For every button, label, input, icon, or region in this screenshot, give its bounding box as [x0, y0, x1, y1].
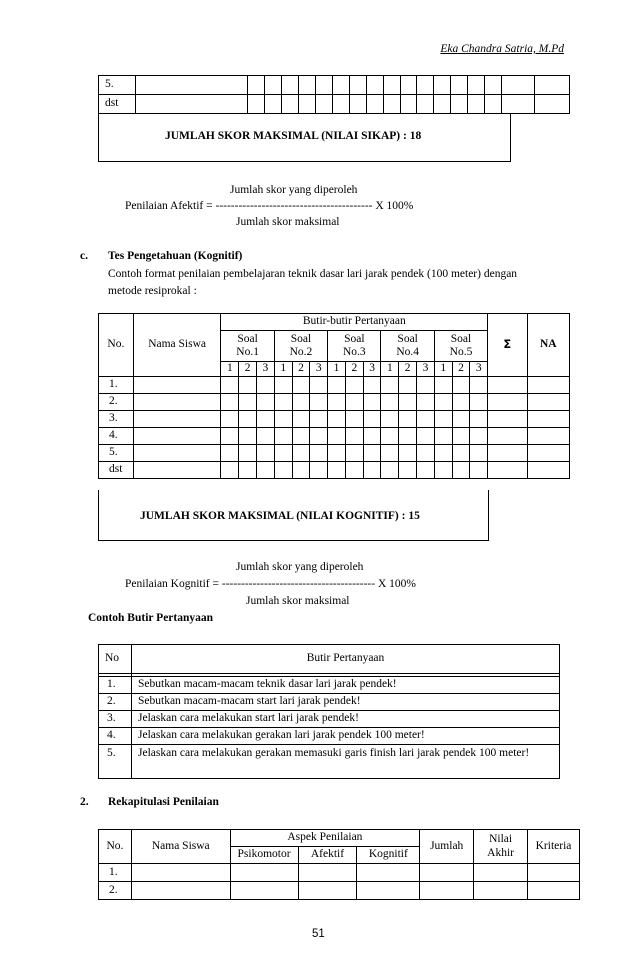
col-kognitif-header: Kognitif — [357, 847, 420, 864]
formula-kognitif-numerator: Jumlah skor yang diperoleh — [236, 561, 364, 573]
table-row — [99, 694, 560, 711]
formula-afektif-numerator: Jumlah skor yang diperoleh — [230, 184, 358, 196]
formula-afektif-denominator: Jumlah skor maksimal — [236, 216, 340, 228]
item-text: Jelaskan cara melakukan gerakan memasuki garis finish lari jarak pendek 100 meter! — [132, 745, 560, 779]
table-row — [99, 428, 570, 445]
item-no: 5. — [99, 745, 132, 779]
formula-kognitif-left: Penilaian Kognitif = — [125, 578, 222, 590]
formula-afektif-line — [125, 200, 413, 212]
table-row — [99, 864, 580, 882]
row-no: 1. — [99, 377, 134, 394]
formula-kognitif-denominator: Jumlah skor maksimal — [246, 595, 350, 607]
col-afektif-header: Afektif — [298, 847, 357, 864]
row-no: 1. — [99, 864, 132, 882]
afektif-table-continuation — [98, 75, 570, 114]
sub-col: 1 — [221, 362, 239, 377]
col-nilai-header: Nilai Akhir — [474, 830, 528, 864]
row-no: 2. — [99, 394, 134, 411]
col-no-header: No. — [99, 830, 132, 864]
sub-col: 1 — [328, 362, 346, 377]
table-row — [99, 711, 560, 728]
section-c-title: Tes Pengetahuan (Kognitif) — [108, 250, 243, 262]
table-row — [99, 76, 570, 95]
kognitif-total-label: JUMLAH SKOR MAKSIMAL (NILAI KOGNITIF) : 15 — [140, 510, 420, 522]
contoh-butir-title: Contoh Butir Pertanyaan — [88, 612, 214, 624]
sub-col: 2 — [292, 362, 310, 377]
col-no-header: No. — [99, 314, 134, 377]
col-butir-header: Butir Pertanyaan — [132, 645, 560, 674]
formula-afektif-dashes: ----------------------------------------- — [215, 200, 373, 212]
table-header-row — [99, 830, 580, 847]
section-2-title: Rekapitulasi Penilaian — [108, 796, 219, 808]
sub-col: 2 — [345, 362, 363, 377]
col-sigma-header: Σ — [488, 314, 527, 377]
sub-col: 3 — [257, 362, 275, 377]
section-c-desc-2: metode resiprokal : — [108, 285, 197, 297]
sub-col: 2 — [452, 362, 470, 377]
soal-header: Soal No.2 — [274, 331, 327, 362]
row-no: 4. — [99, 428, 134, 445]
item-text: Sebutkan macam-macam start lari jarak pendek! — [132, 694, 560, 711]
row-no: 2. — [99, 882, 132, 900]
row-no: 5. — [99, 445, 134, 462]
item-no: 4. — [99, 728, 132, 745]
col-nama-header: Nama Siswa — [131, 830, 230, 864]
sub-col: 1 — [434, 362, 452, 377]
butir-pertanyaan-table — [98, 644, 560, 779]
col-nama-header: Nama Siswa — [133, 314, 221, 377]
row-no: 5. — [99, 76, 136, 95]
table-header-row — [99, 314, 570, 331]
sub-col: 3 — [310, 362, 328, 377]
col-psikomotor-header: Psikomotor — [230, 847, 298, 864]
soal-header: Soal No.3 — [328, 331, 381, 362]
formula-afektif-left: Penilaian Afektif = — [125, 200, 216, 212]
item-no: 3. — [99, 711, 132, 728]
formula-kognitif-right: X 100% — [375, 578, 416, 590]
col-no-header: No — [99, 645, 132, 674]
col-na-header: NA — [527, 314, 570, 377]
sub-col: 3 — [417, 362, 435, 377]
cell-nama — [136, 76, 248, 95]
table-row — [99, 882, 580, 900]
page-number: 51 — [312, 928, 325, 940]
section-c-marker: c. — [80, 250, 88, 262]
col-aspek-header: Aspek Penilaian — [230, 830, 420, 847]
sub-col: 3 — [470, 362, 488, 377]
table-row — [99, 728, 560, 745]
section-c-desc-1: Contoh format penilaian pembelajaran teknik dasar lari jarak pendek (100 meter) dengan — [108, 268, 518, 280]
table-row — [99, 462, 570, 479]
table-row — [99, 377, 570, 394]
row-no: 3. — [99, 411, 134, 428]
row-no: dst — [99, 462, 134, 479]
afektif-total-label: JUMLAH SKOR MAKSIMAL (NILAI SIKAP) : 18 — [165, 130, 422, 142]
author-header: Eka Chandra Satria, M.Pd — [440, 43, 564, 55]
table-row — [99, 745, 560, 779]
table-header-row — [99, 645, 560, 674]
rekapitulasi-table — [98, 829, 580, 900]
sub-col: 2 — [399, 362, 417, 377]
table-row — [99, 95, 570, 114]
sub-col: 1 — [274, 362, 292, 377]
col-butir-header: Butir-butir Pertanyaan — [221, 314, 488, 331]
item-no: 1. — [99, 677, 132, 694]
item-no: 2. — [99, 694, 132, 711]
table-row — [99, 394, 570, 411]
table-row — [99, 677, 560, 694]
table-row — [99, 445, 570, 462]
col-kriteria-header: Kriteria — [528, 830, 580, 864]
item-text: Jelaskan cara melakukan gerakan lari jarak pendek 100 meter! — [132, 728, 560, 745]
sub-col: 3 — [363, 362, 381, 377]
soal-header: Soal No.5 — [434, 331, 487, 362]
item-text: Sebutkan macam-macam teknik dasar lari jarak pendek! — [132, 677, 560, 694]
section-2-marker: 2. — [80, 796, 89, 808]
item-text: Jelaskan cara melakukan start lari jarak pendek! — [132, 711, 560, 728]
kognitif-table — [98, 313, 570, 479]
table-row — [99, 411, 570, 428]
formula-kognitif-dashes: ---------------------------------------- — [221, 578, 376, 590]
sub-col: 2 — [239, 362, 257, 377]
col-jumlah-header: Jumlah — [420, 830, 474, 864]
formula-kognitif-line — [125, 578, 416, 590]
sub-col: 1 — [381, 362, 399, 377]
soal-header: Soal No.1 — [221, 331, 274, 362]
row-no: dst — [99, 95, 136, 114]
formula-afektif-right: X 100% — [372, 200, 414, 212]
soal-header: Soal No.4 — [381, 331, 434, 362]
